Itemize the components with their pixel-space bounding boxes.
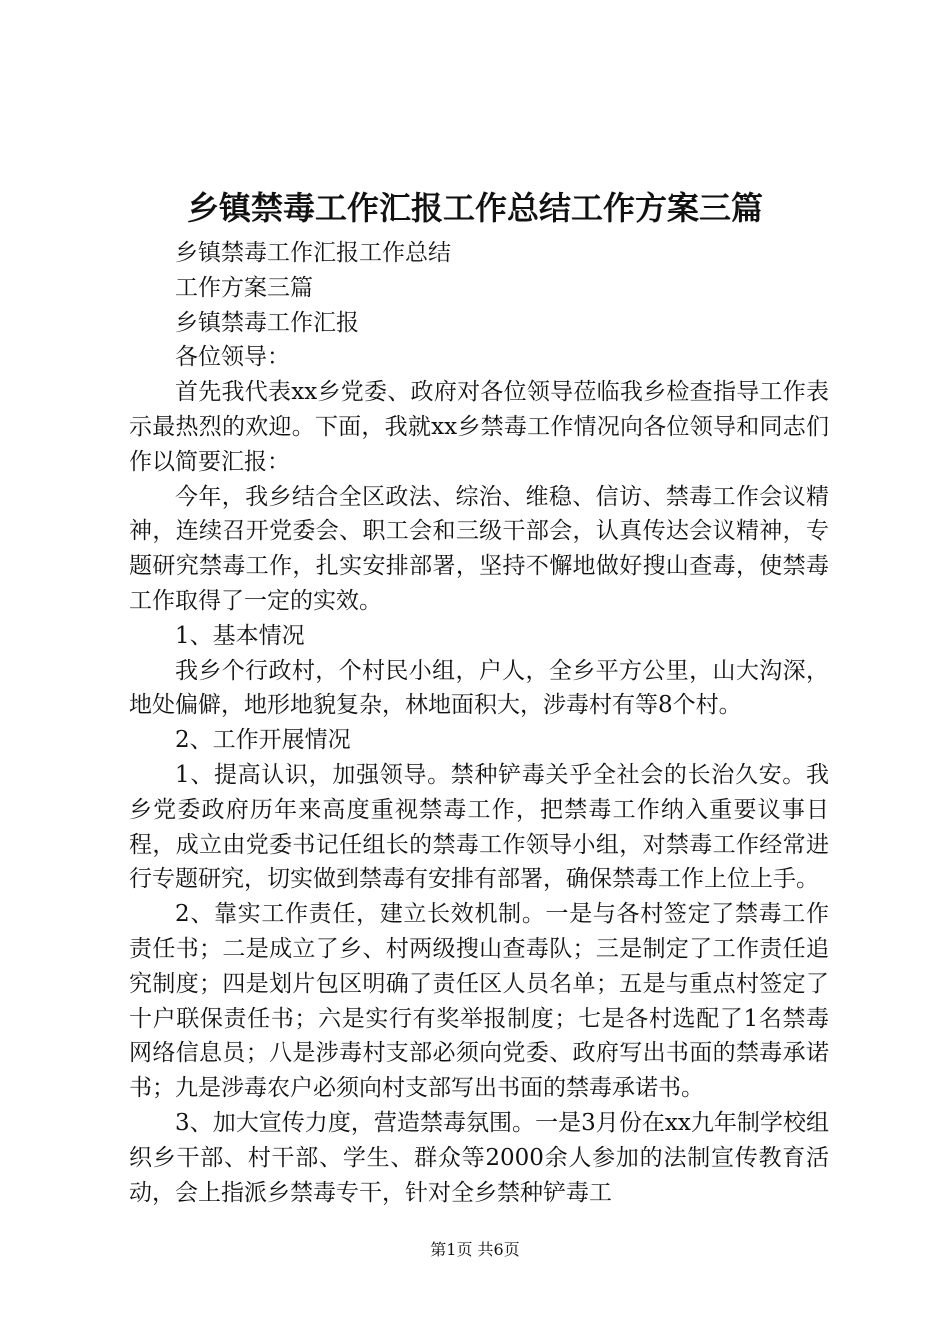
paragraph: 工作方案三篇 [175,274,313,301]
paragraph: 3、加大宣传力度，营造禁毒氛围。一是3月份在xx九年制学校组织乡干部、村干部、学生、群众等2000余人参加的法制宣传教育活动，会上指派乡禁毒专干，针对全乡禁种铲毒工 [129,1109,829,1206]
section-heading: 2、工作开展情况 [175,727,351,754]
paragraph: 今年，我乡结合全区政法、综治、维稳、信访、禁毒工作会议精神，连续召开党委会、职工会和三级干部会，认真传达会议精神，专题研究禁毒工作，扎实安排部署，坚持不懈地做好搜山查毒，使禁毒工作取得了一定的实效。 [129,483,829,614]
paragraph: 我乡个行政村，个村民小组，户人，全乡平方公里，山大沟深，地处偏僻，地形地貌复杂，林地面积大，涉毒村有等8个村。 [129,657,829,719]
paragraph: 各位领导： [175,344,290,371]
document-title: 乡镇禁毒工作汇报工作总结工作方案三篇 [186,189,763,227]
document-body [129,236,829,1210]
paragraph: 2、靠实工作责任，建立长效机制。一是与各村签定了禁毒工作责任书；二是成立了乡、村两级搜山查毒队；三是制定了工作责任追究制度；四是划片包区明确了责任区人员名单；五是与重点村签定了十户联保责任书；六是实行有奖举报制度；七是各村选配了1名禁毒网络信息员；八是涉毒村支部必须向党委、政府写出书面的禁毒承诺书；九是涉毒农户必须向村支部写出书面的禁毒承诺书。 [129,901,829,1102]
section-heading: 1、基本情况 [175,622,305,649]
page-number-footer: 第1页 共6页 [430,1240,520,1259]
paragraph: 乡镇禁毒工作汇报工作总结 [175,240,451,266]
paragraph: 乡镇禁毒工作汇报 [175,309,359,336]
paragraph: 首先我代表xx乡党委、政府对各位领导莅临我乡检查指导工作表示最热烈的欢迎。下面，我就xx乡禁毒工作情况向各位领导和同志们作以简要汇报： [129,379,829,475]
paragraph: 1、提高认识，加强领导。禁种铲毒关乎全社会的长治久安。我乡党委政府历年来高度重视禁毒工作，把禁毒工作纳入重要议事日程，成立由党委书记任组长的禁毒工作领导小组，对禁毒工作经常进行专题研究，切实做到禁毒有安排有部署，确保禁毒工作上位上手。 [129,761,829,893]
